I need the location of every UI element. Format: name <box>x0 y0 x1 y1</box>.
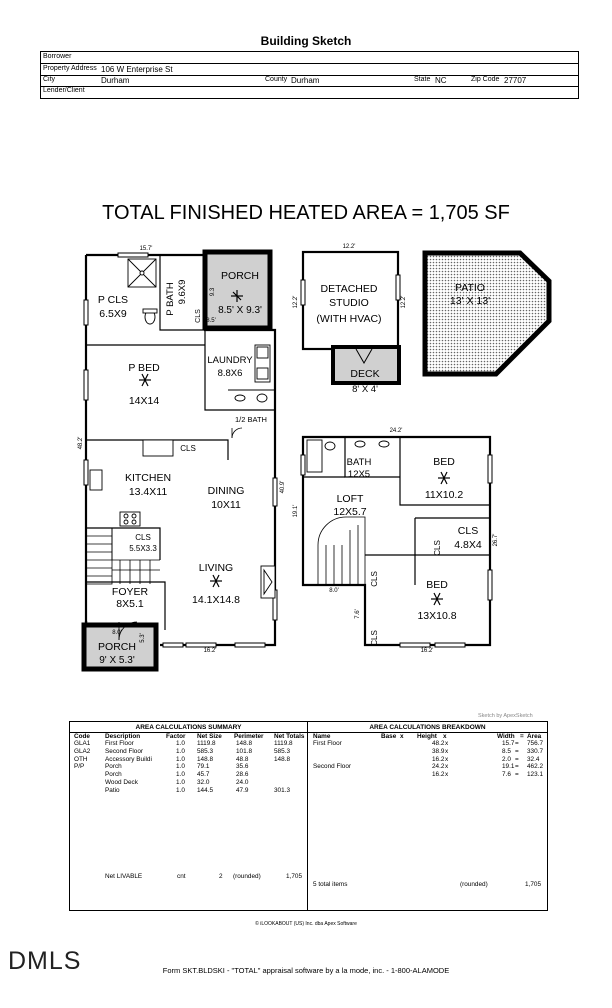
room-studio-line2: STUDIO <box>329 297 369 309</box>
form-footer: Form SKT.BLDSKI - "TOTAL" appraisal software by a la mode, inc. - 1-800-ALAMODE <box>162 966 450 975</box>
breakdown-operator: = <box>515 771 519 779</box>
second-floor-windows <box>301 455 492 647</box>
room-pbed-size: 14X14 <box>128 395 160 407</box>
room-bed1-size: 11X10.2 <box>424 489 464 501</box>
summary-cell: 32.0 <box>197 779 210 786</box>
room-loft: LOFT <box>336 493 364 505</box>
summary-cell: 1.0 <box>176 771 185 779</box>
room-half-bath: 1/2 BATH <box>235 415 267 424</box>
breakdown-cell: 462.2 <box>527 763 543 771</box>
room-studio-line3: (WITH HVAC) <box>316 313 382 325</box>
summary-cell: First Floor <box>105 740 134 747</box>
net-livable-value: 1,705 <box>286 873 302 880</box>
patio <box>425 253 549 374</box>
summary-title: AREA CALCULATIONS SUMMARY <box>135 724 242 731</box>
state-value: NC <box>435 76 447 85</box>
breakdown-cell: First Floor <box>313 740 342 747</box>
summary-cell: 148.8 <box>274 755 290 763</box>
summary-cell: 1119.8 <box>197 740 216 747</box>
breakdown-cell: 7.6 <box>502 771 511 779</box>
summary-cell: GLA1 <box>74 740 91 747</box>
breakdown-operator: x <box>445 763 449 771</box>
breakdown-cell: 19.1 <box>502 763 515 771</box>
breakdown-header: Area <box>527 733 542 740</box>
dmls-logo: DMLS <box>8 947 82 975</box>
borrower-label: Borrower <box>43 53 72 60</box>
dim-label: 12.2' <box>293 295 299 309</box>
room-porch-top-size: 8.5' X 9.3' <box>218 305 262 316</box>
room-cls7: CLS <box>370 630 379 646</box>
summary-cell: 1119.8 <box>274 740 293 747</box>
breakdown-header: x <box>443 733 447 740</box>
room-cls5-size: 4.8X4 <box>454 539 482 551</box>
fan-icon-pbed <box>139 374 151 386</box>
summary-cell: Wood Deck <box>105 779 138 786</box>
room-porch-bottom: PORCH <box>98 641 136 653</box>
room-kitchen: KITCHEN <box>124 472 172 484</box>
room-loft-size: 12X5.7 <box>333 506 367 518</box>
zip-label: Zip Code <box>471 76 500 83</box>
summary-header: Perimeter <box>234 733 264 740</box>
room-cls4: CLS <box>433 540 442 556</box>
net-rounded-label: (rounded) <box>233 873 261 880</box>
summary-cell: 48.8 <box>236 755 249 763</box>
breakdown-cell: Second Floor <box>313 763 352 771</box>
breakdown-operator: = <box>515 747 519 755</box>
summary-cell: 79.1 <box>197 763 210 771</box>
summary-cell: 1.0 <box>176 747 185 755</box>
copyright-text: © iLOOKABOUT (US) Inc. dba Apex Software <box>255 921 357 927</box>
summary-header: Description <box>105 733 141 740</box>
summary-cell: 28.6 <box>236 771 249 779</box>
summary-header: Factor <box>166 733 186 740</box>
summary-cell: 1.0 <box>176 763 185 771</box>
dim-label: 15.7' <box>139 246 153 252</box>
room-cls5: CLS <box>457 525 479 537</box>
breakdown-cell: 15.7 <box>502 740 515 747</box>
room-bed1: BED <box>433 456 455 468</box>
room-studio-line1: DETACHED <box>320 283 378 295</box>
summary-cell: 1.0 <box>176 786 185 794</box>
room-cls3: CLS <box>135 533 151 542</box>
room-laundry: LAUNDRY <box>207 355 253 366</box>
summary-cell: 1.0 <box>176 779 185 786</box>
net-livable-label: Net LIVABLE <box>105 873 143 880</box>
dim-label: 48.2' <box>78 436 84 450</box>
summary-cell: 47.9 <box>236 786 249 794</box>
fan-icon-bed2 <box>431 593 443 605</box>
room-kitchen-size: 13.4X11 <box>128 486 168 498</box>
total-items-label: 5 total items <box>313 881 348 888</box>
breakdown-operator: x <box>445 747 449 755</box>
summary-cell: Patio <box>105 786 120 794</box>
dim-label: 40.9' <box>280 480 286 494</box>
room-bed2-size: 13X10.8 <box>417 610 457 622</box>
room-dining: DINING <box>207 485 245 497</box>
room-patio-size: 13' X 13' <box>449 295 491 307</box>
fan-icon-living <box>210 575 222 587</box>
second-floor-stairs <box>318 517 365 585</box>
summary-cell: 148.8 <box>236 740 252 747</box>
breakdown-header: Height <box>417 733 437 740</box>
breakdown-title: AREA CALCULATIONS BREAKDOWN <box>369 724 486 731</box>
breakdown-cell: 16.2 <box>432 755 445 763</box>
room-pbath: P BATH <box>165 282 176 316</box>
total-rounded-label: (rounded) <box>460 881 488 888</box>
room-bed2: BED <box>426 579 448 591</box>
room-foyer: FOYER <box>111 586 149 598</box>
breakdown-cell: 16.2 <box>432 771 445 779</box>
page-title: Building Sketch <box>260 34 352 48</box>
summary-cell: GLA2 <box>74 747 91 755</box>
room-cls2: CLS <box>180 444 196 453</box>
room-foyer-size: 8X5.1 <box>116 598 144 610</box>
summary-cell: 144.5 <box>197 786 213 794</box>
breakdown-operator: = <box>515 740 519 747</box>
summary-cell: Second Floor <box>105 747 144 755</box>
zip-value: 27707 <box>504 76 527 85</box>
breakdown-cell: 330.7 <box>527 747 543 755</box>
address-value: 106 W Enterprise St <box>101 65 173 74</box>
dim-label: 19.1' <box>293 504 299 518</box>
summary-cell: 35.6 <box>236 763 249 771</box>
room-cls1: CLS <box>195 309 202 323</box>
room-porch-top: PORCH <box>221 270 259 282</box>
summary-header: Net Size <box>197 733 222 740</box>
dim-label: 7.6' <box>355 609 361 619</box>
breakdown-cell: 48.2 <box>432 740 445 747</box>
summary-cell: P/P <box>74 763 85 771</box>
room-pcls: P CLS <box>97 294 129 306</box>
dim-label: 16.2' <box>203 648 217 654</box>
breakdown-cell: 123.1 <box>527 771 543 779</box>
room-pcls-size: 6.5X9 <box>99 308 127 320</box>
summary-cell: Porch <box>105 771 122 779</box>
dim-label: 26.7' <box>493 533 499 547</box>
dim-label: 5.3' <box>140 633 146 643</box>
county-value: Durham <box>291 76 320 85</box>
room-laundry-size: 8.8X6 <box>217 368 243 379</box>
total-value: 1,705 <box>525 881 541 888</box>
room-patio: PATIO <box>455 282 485 294</box>
breakdown-cell: 8.5 <box>502 747 511 755</box>
room-cls3-size: 5.5X3.3 <box>129 544 157 553</box>
dim-label: 24.2' <box>389 428 403 434</box>
sketch-credit: Sketch by ApexSketch <box>478 713 533 719</box>
county-label: County <box>265 76 288 83</box>
dim-label: 12.2' <box>401 295 407 309</box>
room-bath: BATH <box>346 457 372 468</box>
net-count: 2 <box>219 873 223 880</box>
dim-label: 12.2' <box>342 244 356 250</box>
breakdown-cell: 756.7 <box>527 740 543 747</box>
dim-label: 9.3 <box>210 287 216 297</box>
breakdown-header: = <box>520 733 524 740</box>
breakdown-operator: = <box>515 763 519 771</box>
breakdown-operator: x <box>445 755 449 763</box>
summary-cell: 585.3 <box>274 747 290 755</box>
summary-cell: 301.3 <box>274 786 290 794</box>
dim-label: 8.0' <box>112 630 122 636</box>
summary-cell: 1.0 <box>176 740 185 747</box>
room-porch-bottom-size: 9' X 5.3' <box>99 655 135 666</box>
summary-cell: 24.0 <box>236 779 249 786</box>
dim-label: 8.5' <box>206 318 216 324</box>
breakdown-cell: 38.9 <box>432 747 445 755</box>
summary-cell: 585.3 <box>197 747 213 755</box>
lender-label: Lender/Client <box>43 87 85 94</box>
summary-cell: OTH <box>74 755 88 763</box>
room-bath-size: 12X5 <box>347 469 371 480</box>
summary-cell: 1.0 <box>176 755 185 763</box>
breakdown-operator: x <box>445 771 449 779</box>
summary-header: Net Totals <box>274 733 305 740</box>
breakdown-cell: 24.2 <box>432 763 445 771</box>
city-label: City <box>43 76 56 83</box>
area-calculations-table <box>69 721 548 911</box>
summary-cell: 45.7 <box>197 771 210 779</box>
room-pbed: P BED <box>128 362 160 374</box>
breakdown-header: x <box>400 733 404 740</box>
address-label: Property Address <box>43 65 97 72</box>
total-area-heading: TOTAL FINISHED HEATED AREA = 1,705 SF <box>102 202 510 224</box>
state-label: State <box>414 76 431 83</box>
breakdown-header: Name <box>313 733 331 740</box>
city-value: Durham <box>101 76 130 85</box>
room-dining-size: 10X11 <box>211 499 241 511</box>
dim-label: 16.2' <box>420 648 434 654</box>
room-living-size: 14.1X14.8 <box>192 594 240 606</box>
breakdown-operator: = <box>515 755 519 763</box>
breakdown-header: Width <box>497 733 515 740</box>
room-pbath-size: 9.6X9 <box>177 279 188 305</box>
breakdown-cell: 32.4 <box>527 755 540 763</box>
room-deck-size: 8' X 4' <box>352 384 378 395</box>
net-cnt-label: cnt <box>177 873 186 880</box>
breakdown-cell: 2.0 <box>502 755 511 763</box>
summary-cell: 101.8 <box>236 747 252 755</box>
summary-cell: 148.8 <box>197 755 213 763</box>
fan-icon-bed1 <box>438 472 450 484</box>
breakdown-operator: x <box>445 740 449 747</box>
summary-header: Code <box>74 733 90 740</box>
summary-cell: Porch <box>105 763 122 771</box>
room-deck: DECK <box>350 368 380 380</box>
room-living: LIVING <box>198 562 234 574</box>
breakdown-header: Base <box>381 733 397 740</box>
dim-label: 8.0' <box>329 588 339 594</box>
summary-cell: Accessory Buildi <box>105 755 152 763</box>
room-cls6: CLS <box>370 571 379 587</box>
